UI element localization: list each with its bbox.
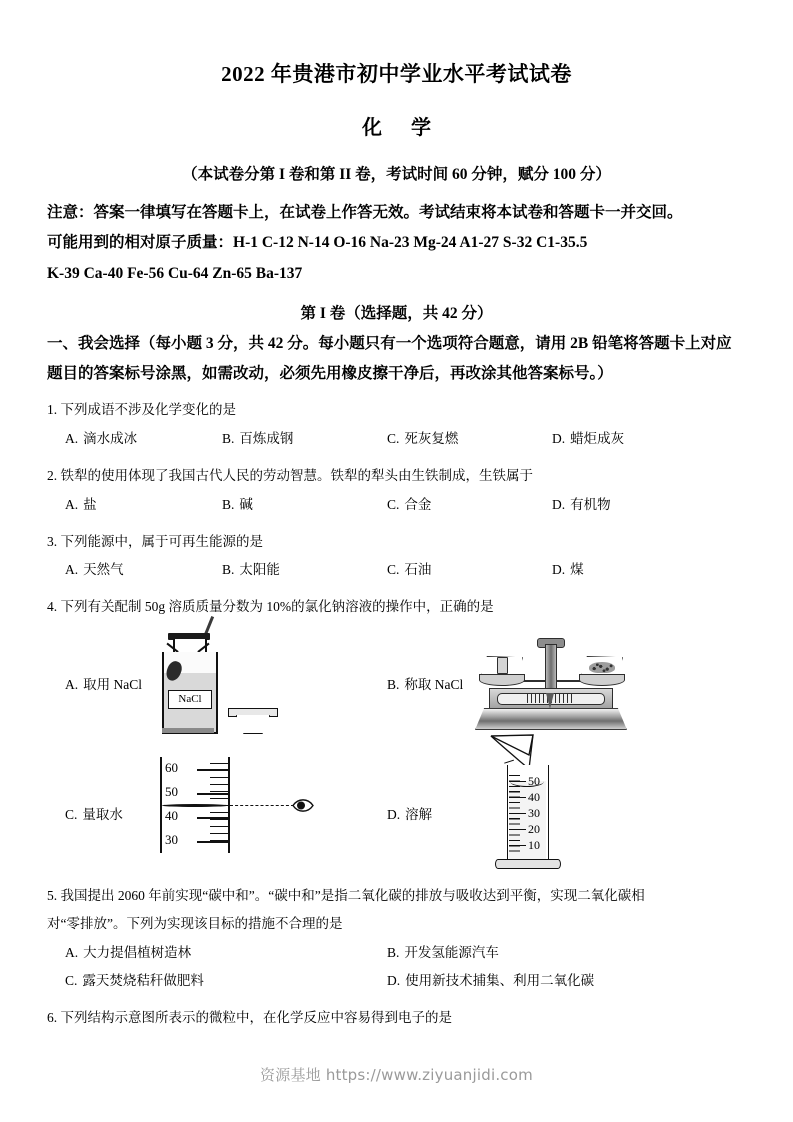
question-4-option-b[interactable]	[387, 673, 463, 693]
question-2-option-d[interactable]	[552, 493, 611, 513]
atomic-mass-line-1	[47, 228, 746, 258]
question-1-option-a[interactable]	[65, 427, 137, 447]
cylinder-major-tick-40	[197, 817, 228, 819]
option-text: 盐	[83, 496, 97, 512]
option-text: 天然气	[83, 562, 124, 578]
option-text: 取用 NaCl	[83, 676, 142, 692]
option-label: C.	[387, 562, 400, 578]
question-1-options	[47, 427, 746, 455]
option-text: 露天焚烧秸秆做肥料	[82, 973, 204, 989]
graduated-cylinder-base	[495, 859, 561, 869]
question-6	[47, 1004, 746, 1032]
question-4-option-c[interactable]	[65, 803, 123, 823]
question-3-option-d[interactable]	[552, 558, 584, 578]
page-title: 2022 年贵港市初中学业水平考试试卷	[221, 62, 572, 86]
questions-container	[0, 396, 793, 1032]
option-text: 有机物	[570, 496, 611, 512]
eye-icon	[292, 797, 314, 814]
atomic-mass-label: 可能用到的相对原子质量：	[47, 234, 234, 252]
footer-watermark: 资源基地 https://www.ziyuanjidi.com	[260, 1066, 533, 1084]
volume-heading: 第 I 卷（选择题，共 42 分）	[300, 304, 493, 322]
question-5	[47, 882, 746, 997]
question-4-stem: 4. 下列有关配制 50g 溶质质量分数为 10%的氯化钠溶液的操作中，正确的是	[47, 599, 494, 615]
balance-pan-left	[479, 674, 525, 686]
option-text: 合金	[404, 496, 432, 512]
question-5-stem-line-2: 对“零排放”。下列为实现该目标的措施不合理的是	[47, 915, 343, 931]
cylinder-major-tick-30	[197, 841, 228, 843]
cylinder-tick-label-40: 40	[165, 807, 178, 823]
option-text: 百炼成钢	[239, 430, 294, 446]
option-text: 大力提倡植树造林	[83, 945, 192, 961]
balance-scale-figure	[467, 630, 637, 740]
gc-tick-label-20: 20	[528, 821, 540, 836]
question-5-stem-line-1: 5. 我国提出 2060 年前实现“碳中和”。“碳中和”是指二氧化碳的排放与吸收达到平衡，实现二氧化碳相	[47, 887, 645, 903]
atomic-mass-values-1: H-1 C-12 N-14 O-16 Na-23 Mg-24 A1-27 S-32 C1-35.5	[233, 234, 588, 252]
atomic-mass-line-2: K-39 Ca-40 Fe-56 Cu-64 Zn-65 Ba-137	[47, 264, 303, 282]
cylinder-major-tick-60	[197, 769, 228, 771]
question-2-option-a[interactable]	[65, 493, 97, 513]
question-3-option-c[interactable]	[387, 558, 431, 578]
section-instructions: 一、我会选择（每小题 3 分，共 42 分。每小题只有一个选项符合题意，请用 2B 铅笔将答题卡上对应题目的答案标号涂黑，如需改动，必须先用橡皮擦干净后，再改涂其他答案标号。）	[47, 334, 732, 383]
option-label: A.	[65, 562, 79, 578]
option-label: B.	[222, 430, 235, 446]
gc-tick-label-50: 50	[528, 773, 540, 788]
question-3	[47, 528, 746, 587]
option-label: B.	[387, 676, 400, 692]
option-label: D.	[552, 496, 566, 512]
question-3-stem: 3. 下列能源中，属于可再生能源的是	[47, 533, 263, 549]
question-6-stem: 6. 下列结构示意图所表示的微粒中，在化学反应中容易得到电子的是	[47, 1010, 452, 1026]
gc-major-tick-10	[509, 845, 526, 847]
question-2-stem: 2. 铁犁的使用体现了我国古代人民的劳动智慧。铁犁的犁头由生铁制成，生铁属于	[47, 467, 533, 483]
weighing-boat-cup	[236, 715, 270, 734]
option-text: 死灰复燃	[404, 430, 459, 446]
gc-major-tick-50	[509, 781, 526, 783]
question-5-options	[47, 941, 746, 997]
balance-weight-block	[497, 657, 508, 674]
option-label: A.	[65, 496, 79, 512]
cylinder-tick-label-50: 50	[165, 783, 178, 799]
option-label: C.	[387, 496, 400, 512]
gc-tick-label-10: 10	[528, 837, 540, 852]
question-1-option-d[interactable]	[552, 427, 624, 447]
option-text: 开发氢能源汽车	[404, 945, 499, 961]
graduated-cylinder-figure	[467, 735, 657, 875]
notice-text: 注意：答案一律填写在答题卡上，在试卷上作答无效。考试结束将本试卷和答题卡一并交回。	[47, 204, 683, 222]
cylinder-tick-label-30: 30	[165, 831, 178, 847]
option-text: 量取水	[82, 806, 123, 822]
question-5-option-b[interactable]	[387, 941, 499, 961]
option-label: A.	[65, 945, 79, 961]
gc-major-tick-30	[509, 813, 526, 815]
balance-solid-sample	[589, 662, 615, 673]
option-label: C.	[65, 973, 78, 989]
option-label: A.	[65, 430, 79, 446]
balance-base	[475, 708, 627, 730]
exam-meta-line: （本试卷分第 I 卷和第 II 卷，考试时间 60 分钟，赋分 100 分）	[182, 166, 611, 184]
question-1-stem: 1. 下列成语不涉及化学变化的是	[47, 402, 236, 418]
question-4-figure-options	[47, 625, 746, 875]
subject-title: 化 学	[362, 117, 443, 140]
option-text: 蜡炬成灰	[570, 430, 625, 446]
question-2-option-b[interactable]	[222, 493, 253, 513]
option-text: 称取 NaCl	[404, 676, 464, 692]
question-2-options	[47, 493, 746, 521]
question-4-option-a[interactable]	[65, 673, 142, 693]
question-4-option-d[interactable]	[387, 803, 432, 823]
bottle-label-nacl: NaCl	[168, 690, 212, 709]
option-label: D.	[387, 806, 401, 822]
cylinder-meniscus-line	[162, 804, 228, 807]
option-label: D.	[387, 973, 401, 989]
gc-major-tick-40	[509, 797, 526, 799]
option-label: C.	[387, 430, 400, 446]
option-text: 煤	[570, 562, 584, 578]
option-text: 碱	[239, 496, 253, 512]
question-2	[47, 462, 746, 521]
option-label: D.	[552, 430, 566, 446]
option-text: 溶解	[405, 806, 433, 822]
cylinder-major-tick-50	[197, 793, 228, 795]
option-label: B.	[222, 562, 235, 578]
option-label: B.	[387, 945, 400, 961]
option-text: 石油	[404, 562, 432, 578]
option-label: A.	[65, 676, 79, 692]
question-1-option-c[interactable]	[387, 427, 458, 447]
option-label: D.	[552, 562, 566, 578]
graduated-cylinder-minor-ticks	[509, 775, 520, 855]
reagent-bottle-figure	[140, 630, 290, 740]
option-text: 滴水成冰	[83, 430, 138, 446]
option-label: B.	[222, 496, 235, 512]
gc-major-tick-20	[509, 829, 526, 831]
question-1-option-b[interactable]	[222, 427, 293, 447]
question-3-option-a[interactable]	[65, 558, 124, 578]
question-5-option-c[interactable]	[65, 969, 204, 989]
question-3-options	[47, 558, 746, 586]
notice-block	[0, 184, 793, 289]
balance-pan-right	[579, 674, 625, 686]
question-2-option-c[interactable]	[387, 493, 431, 513]
cylinder-reading-figure	[140, 755, 340, 860]
option-text: 太阳能	[239, 562, 280, 578]
question-5-option-a[interactable]	[65, 941, 191, 961]
sight-line-dashed	[230, 805, 294, 806]
option-text: 使用新技术捕集、利用二氧化碳	[405, 973, 595, 989]
option-label: C.	[65, 806, 78, 822]
question-1	[47, 396, 746, 455]
gc-tick-label-30: 30	[528, 805, 540, 820]
gc-tick-label-40: 40	[528, 789, 540, 804]
cylinder-tick-label-60: 60	[165, 759, 178, 775]
question-5-option-d[interactable]	[387, 969, 594, 989]
bottle-base	[162, 728, 214, 733]
question-4	[47, 593, 746, 875]
question-3-option-b[interactable]	[222, 558, 280, 578]
